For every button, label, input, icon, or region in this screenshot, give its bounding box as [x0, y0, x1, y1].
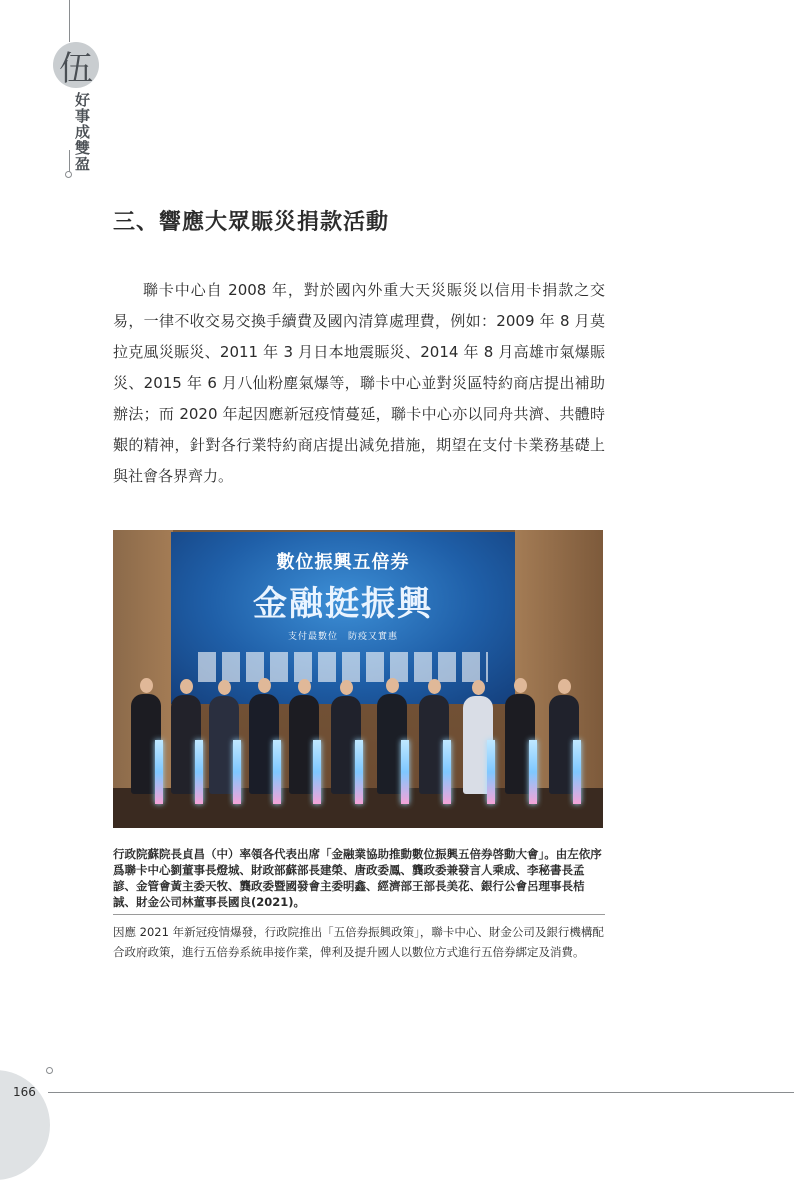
person-head [258, 678, 271, 693]
screen-sub-text: 支付最數位 防疫又實惠 [287, 632, 398, 642]
photo-stage-screen [171, 532, 515, 704]
chapter-rule-dot [65, 171, 72, 178]
person-head [514, 678, 527, 693]
light-pillar [573, 740, 581, 804]
footer-rule [48, 1092, 794, 1093]
light-pillar [233, 740, 241, 804]
chapter-number-badge: 伍 [53, 42, 99, 88]
light-pillar [313, 740, 321, 804]
screen-sponsor-logos [198, 652, 488, 682]
person-head [472, 680, 485, 695]
light-pillar [155, 740, 163, 804]
section-title: 三、響應大眾賑災捐款活動 [113, 210, 390, 235]
person-head [386, 678, 399, 693]
light-pillar [529, 740, 537, 804]
chapter-rule-top [69, 0, 70, 42]
chapter-title: 好事成雙盈 [73, 92, 91, 172]
person-head [558, 679, 571, 694]
light-pillar [401, 740, 409, 804]
caption-divider [113, 914, 605, 915]
page-number: 166 [13, 1085, 36, 1099]
person-head [298, 679, 311, 694]
light-pillar [487, 740, 495, 804]
photo-note: 因應 2021 年新冠疫情爆發，行政院推出「五倍券振興政策」，聯卡中心、財金公司及銀行機構配合政府政策，進行五倍券系統串接作業，俾利及提升國人以數位方式進行五倍券綁定及消費。 [113, 925, 604, 959]
footer-rule-dot [46, 1067, 53, 1074]
light-pillar [273, 740, 281, 804]
light-pillar [195, 740, 203, 804]
person-head [428, 679, 441, 694]
light-pillar [443, 740, 451, 804]
photo-caption: 行政院蘇院長貞昌（中）率領各代表出席「金融業協助推動數位振興五倍券啓動大會」。由左依序爲聯卡中心劉董事長燈城、財政部蘇部長建榮、唐政委鳳、龔政委兼發言人乘成、李秘書長孟諺、金管會黃主委天牧、龔政委暨國發會主委明鑫、經濟部王部長美花、銀行公會呂理事長桔誠、財金公司林董事長國良(2021)。 [113, 847, 602, 909]
screen-top-text: 數位振興五倍券 [276, 552, 410, 573]
person-head [140, 678, 153, 693]
light-pillar [355, 740, 363, 804]
person-head [218, 680, 231, 695]
chapter-rule-mid [69, 150, 70, 172]
body-paragraph: 聯卡中心自 2008 年，對於國內外重大天災賑災以信用卡捐款之交易，一律不收交易交換手續費及國內清算處理費，例如：2009 年 8 月莫拉克風災賑災、2011 年 3 月日本地震賑災、2014 年 8 月高雄市氣爆賑災、2015 年 6 月八仙粉塵氣爆等，聯卡中心並對災區特約商店提出補助辦法；而 2020 年起因應新冠疫情蔓延，聯卡中心亦以同舟共濟、共體時艱的精神，針對各行業特約商店提出減免措施，期望在支付卡業務基礎上與社會各界齊力。 [113, 281, 605, 485]
event-photo [113, 530, 603, 828]
screen-main-text: 金融挺振興 [253, 584, 433, 624]
person-head [340, 680, 353, 695]
person-head [180, 679, 193, 694]
